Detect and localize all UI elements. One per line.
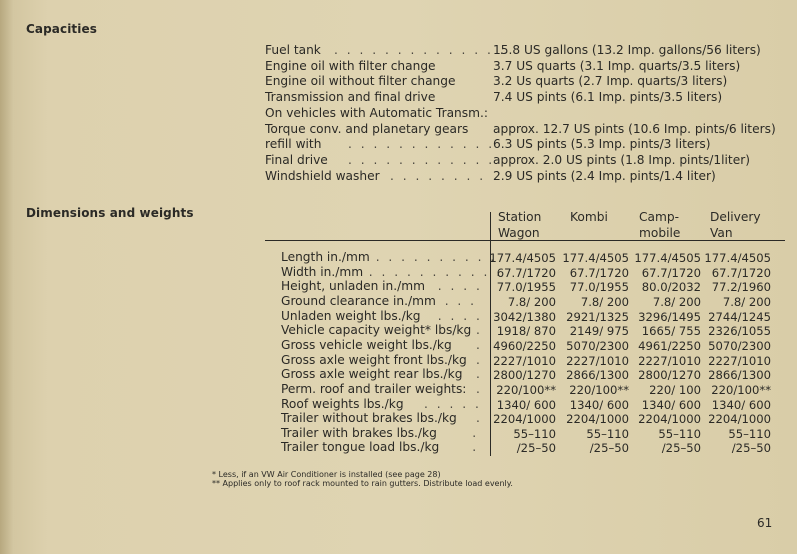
dimension-cell: 2800/1270 (638, 368, 701, 383)
leader-dots: . (476, 381, 483, 396)
leader-dots: . . . . (437, 279, 483, 294)
dimension-cell: 3042/1380 (493, 309, 556, 324)
column-header-line1: Kombi (570, 210, 608, 224)
dimension-cell: 177.4/4505 (489, 251, 556, 265)
capacity-label: Torque conv. and planetary gears (265, 121, 469, 136)
dimension-cell: 177.4/4505 (562, 251, 629, 265)
dimension-label: Ground clearance in./mm (281, 293, 436, 308)
capacity-label: On vehicles with Automatic Transm.: (265, 105, 488, 120)
capacities-title: Capacities (26, 22, 97, 36)
dimension-cell: 67.7/1720 (496, 265, 556, 280)
footnote-1: * Less, if an VW Air Conditioner is installed (see page 28) (212, 470, 441, 479)
dimension-cell: 220/100** (711, 382, 771, 397)
leader-dots: . . . (444, 293, 477, 308)
dimension-cell: /25–50 (516, 441, 556, 456)
capacity-label: Fuel tank (265, 43, 321, 57)
dimension-cell: 2744/1245 (708, 309, 771, 324)
capacity-value: approx. 12.7 US pints (10.6 Imp. pints/6 liters) (493, 121, 776, 136)
dimension-cell: 220/100** (569, 382, 629, 397)
dimension-cell: 2326/1055 (708, 324, 771, 339)
dimension-cell: 2227/1010 (708, 353, 771, 368)
capacity-label: Final drive (265, 152, 328, 167)
dimension-cell: 3296/1495 (638, 309, 701, 324)
dimension-label: Trailer without brakes lbs./kg (281, 411, 457, 426)
dimension-cell: 2227/1010 (566, 353, 629, 368)
dimension-label: Vehicle capacity weight* lbs/kg (281, 323, 472, 338)
dimension-cell: 7.8/ 200 (580, 294, 629, 309)
dimension-cell: 2204/1000 (493, 412, 556, 427)
dimension-cell: 2149/ 975 (569, 324, 629, 339)
leader-dots: . (472, 425, 479, 440)
dimension-cell: 2921/1325 (566, 309, 629, 324)
dimension-cell: 5070/2300 (708, 338, 771, 353)
leader-dots: . (476, 337, 483, 352)
dimension-cell: 2866/1300 (708, 368, 771, 383)
capacity-value: 2.9 US pints (2.4 Imp. pints/1.4 liter) (493, 168, 716, 183)
leader-dots: . (476, 411, 483, 426)
footnote-2: ** Applies only to roof rack mounted to rain gutters. Distribute load evenly. (212, 479, 513, 488)
column-header-line2: mobile (639, 226, 681, 240)
column-header (710, 209, 761, 241)
leader-dots: . . . . . . . . (390, 168, 486, 183)
leader-dots: . (476, 352, 483, 367)
capacity-label: Windshield washer (265, 168, 380, 183)
column-header (570, 209, 608, 225)
dimension-label: Width in./mm (281, 264, 364, 279)
leader-dots: . . . . . . . . . . . . (348, 137, 495, 152)
capacity-label: Engine oil without filter change (265, 74, 456, 89)
dimension-cell: 2800/1270 (493, 368, 556, 383)
dimension-label: Height, unladen in./mm (281, 279, 426, 294)
leader-dots: . . . . (437, 308, 483, 323)
dimension-cell: /25–50 (661, 441, 701, 456)
dimension-cell: 2227/1010 (493, 353, 556, 368)
capacity-value: 3.2 Us quarts (2.7 Imp. quarts/3 liters) (493, 74, 728, 89)
dimension-cell: 77.0/1955 (496, 280, 556, 295)
leader-dots: . . . . . . . . . . . . (348, 152, 495, 167)
capacity-label: Engine oil with filter change (265, 58, 436, 73)
dimension-cell: 220/100** (496, 382, 556, 397)
leader-dots: . (472, 440, 479, 455)
dimension-label: Perm. roof and trailer weights: (281, 381, 467, 396)
dimension-cell: 67.7/1720 (711, 265, 771, 280)
dimension-cell: 1340/ 600 (496, 397, 556, 412)
dimension-cell: 67.7/1720 (569, 265, 629, 280)
dimension-cell: 7.8/ 200 (652, 294, 701, 309)
dimension-cell: 177.4/4505 (704, 251, 771, 265)
column-header-line1: Delivery (710, 210, 761, 224)
leader-dots: . . . . . . . . . . . (368, 264, 503, 279)
dimension-cell: 1340/ 600 (641, 397, 701, 412)
leader-dots: . . . . . (424, 396, 482, 411)
dimension-cell: 77.0/1955 (569, 280, 629, 295)
capacity-value: approx. 2.0 US pints (1.8 Imp. pints/1liter) (493, 152, 750, 167)
capacity-label: Transmission and final drive (265, 90, 436, 105)
dimension-cell: 220/ 100 (649, 382, 701, 397)
dimension-label: Length in./mm (281, 250, 370, 264)
column-header-line1: Station (498, 210, 542, 224)
leader-dots: . (476, 323, 483, 338)
dimension-cell: /25–50 (731, 441, 771, 456)
table-column-rule (490, 212, 491, 456)
dimension-cell: 177.4/4505 (634, 251, 701, 265)
dimension-label: Trailer with brakes lbs./kg (281, 425, 437, 440)
dimension-cell: 2204/1000 (638, 412, 701, 427)
dimension-cell: 7.8/ 200 (507, 294, 556, 309)
table-header-rule (265, 240, 785, 241)
dimension-cell: 2204/1000 (708, 412, 771, 427)
leader-dots: . (476, 367, 483, 382)
dimension-cell: 1665/ 755 (641, 324, 701, 339)
leader-dots: . . . . . . . . . . . . . . (334, 43, 507, 57)
column-header (498, 209, 541, 241)
dimension-cell: 80.0/2032 (641, 280, 701, 295)
page-number: 61 (757, 516, 773, 530)
dimension-label: Roof weights lbs./kg (281, 396, 404, 411)
dimension-cell: 55–110 (728, 426, 771, 441)
dimension-cell: 4961/2250 (638, 338, 701, 353)
dimension-cell: 2204/1000 (566, 412, 629, 427)
dimension-label: Trailer tongue load lbs./kg (281, 440, 440, 455)
dimension-cell: 2866/1300 (566, 368, 629, 383)
column-header-line2: Van (710, 226, 733, 240)
dimension-label: Gross axle weight rear lbs./kg (281, 367, 463, 382)
dimension-label: Unladen weight lbs./kg (281, 308, 421, 323)
dimension-cell: 67.7/1720 (641, 265, 701, 280)
column-header-line1: Camp- (639, 210, 679, 224)
dimension-cell: 55–110 (513, 426, 556, 441)
dimension-cell: 1918/ 870 (496, 324, 556, 339)
dimension-cell: 7.8/ 200 (722, 294, 771, 309)
dimension-cell: 55–110 (658, 426, 701, 441)
dimension-cell: /25–50 (589, 441, 629, 456)
dimension-cell: 4960/2250 (493, 338, 556, 353)
column-header-line2: Wagon (498, 226, 540, 240)
capacity-value: 15.8 US gallons (13.2 Imp. gallons/56 liters) (493, 43, 761, 57)
dimension-cell: 77.2/1960 (711, 280, 771, 295)
dimension-cell: 1340/ 600 (711, 397, 771, 412)
dimension-label: Gross vehicle weight lbs./kg (281, 337, 452, 352)
capacity-label: refill with (265, 137, 322, 152)
dimension-cell: 1340/ 600 (569, 397, 629, 412)
dimension-cell: 5070/2300 (566, 338, 629, 353)
dimensions-title: Dimensions and weights (26, 206, 194, 220)
capacity-value: 7.4 US pints (6.1 Imp. pints/3.5 liters) (493, 90, 723, 105)
dimension-cell: 2227/1010 (638, 353, 701, 368)
dimension-cell: 55–110 (586, 426, 629, 441)
capacity-value: 3.7 US quarts (3.1 Imp. quarts/3.5 liters) (493, 58, 741, 73)
dimension-label: Gross axle weight front lbs./kg (281, 352, 467, 367)
capacity-value: 6.3 US pints (5.3 Imp. pints/3 liters) (493, 137, 711, 152)
page-spine (0, 0, 14, 554)
leader-dots: . . . . . . . . . . (375, 250, 497, 264)
column-header (639, 209, 680, 241)
